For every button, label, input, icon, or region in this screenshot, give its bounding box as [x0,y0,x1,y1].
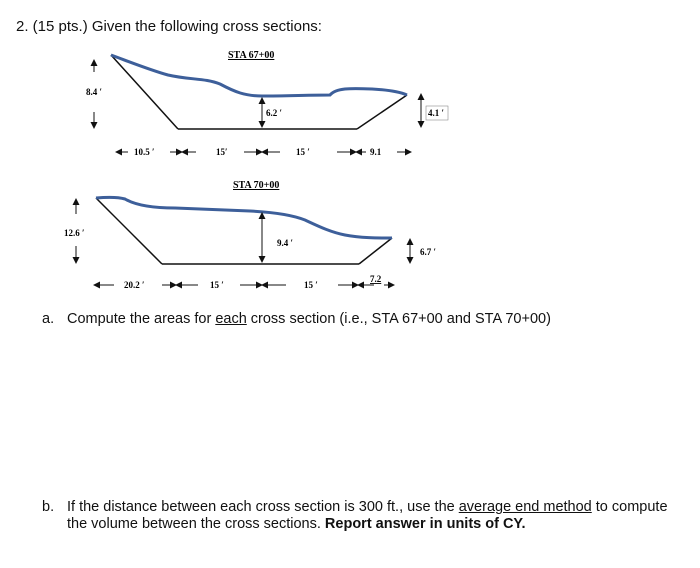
sta-70-width-1: 20.2 ′ [124,280,145,290]
part-a-emph: each [215,311,247,327]
sta-70-ground-line [96,197,392,238]
sta-67-right-height: 4.1 ′ [428,108,445,118]
sta-70-right-slope [359,238,392,264]
sta-67-ground-line [111,55,407,96]
part-a-letter: a. [42,311,55,327]
part-b-letter: b. [42,499,55,515]
sta-70-left-height: 12.6 ′ [64,228,85,238]
part-a-pre: Compute the areas for [67,311,216,327]
sta-70-label: STA 70+00 [233,180,280,191]
sta-67-right-slope [357,95,407,129]
part-b-emph: average end method [458,499,592,515]
section-sta-67 [86,50,448,157]
sta-70-width-3: 15 ′ [304,280,318,290]
sta-67-width-3: 15 ′ [296,147,310,157]
part-b-bold: Report answer in units of CY. [324,516,526,532]
sta-67-center-cut: 6.2 ′ [266,108,283,118]
section-sta-70 [64,180,436,290]
part-b-mid: to compute [591,499,668,515]
sta-70-width-2: 15 ′ [210,280,224,290]
sta-70-width-4: 7.2 [370,274,382,284]
part-b-text [67,499,668,533]
sta-67-width-4: 9.1 [370,147,382,157]
sta-70-right-height: 6.7 ′ [420,247,437,257]
part-b-line2: the volume between the cross sections. [67,516,325,532]
part-a-post: cross section (i.e., STA 67+00 and STA 70+00) [246,311,551,327]
sta-70-center-cut: 9.4 ′ [277,238,294,248]
sta-67-width-1: 10.5 ′ [134,147,155,157]
sta-67-left-height: 8.4 ′ [86,87,103,97]
part-a-text [67,311,551,328]
sta-67-width-2: 15′ [216,147,228,157]
question-title: 2. (15 pts.) Given the following cross sections: [16,18,322,35]
sta-67-label: STA 67+00 [228,50,275,61]
part-b-pre: If the distance between each cross section is 300 ft., use the [67,499,459,515]
